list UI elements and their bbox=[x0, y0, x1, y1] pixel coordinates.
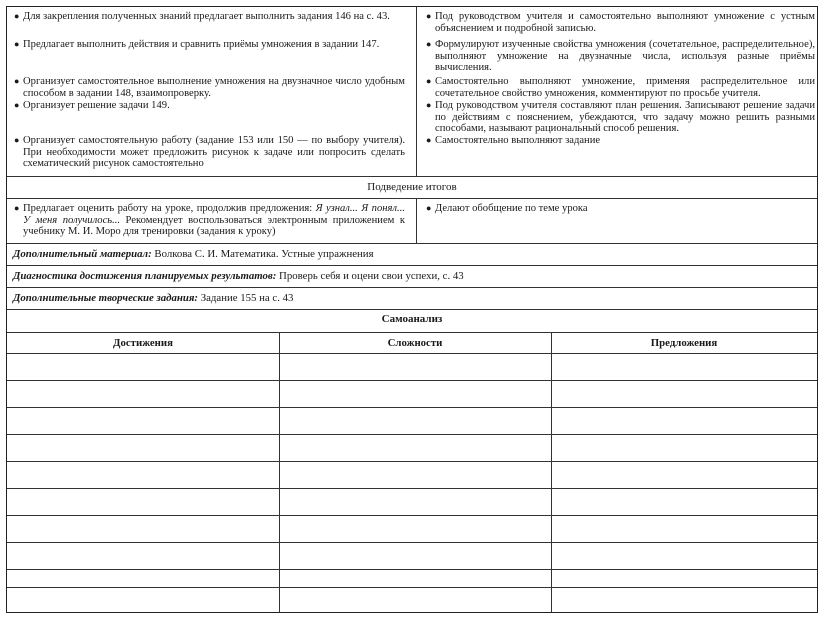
summary-row bbox=[7, 199, 817, 244]
table-row bbox=[7, 569, 817, 570]
table-row bbox=[7, 542, 817, 543]
table-row bbox=[7, 434, 817, 435]
list-item: ● Формулируют изученные свойства умножения (сочетательное, распределительное), выполняют умножение на двузначные числа, используя разные приёмы вычисления. bbox=[426, 39, 815, 74]
divider bbox=[279, 332, 280, 612]
list-item: ● Под руководством учителя составляют план решения. Записывают решение задачи по действиям с пояснением, убеждаются, что задачу можно решить разными способами, называют рациональный способ решения. bbox=[426, 100, 815, 135]
extra-material: Дополнительный материал: Волкова С. И. Математика. Устные упражнения bbox=[13, 248, 374, 260]
table-row bbox=[7, 488, 817, 489]
list-item: ● Под руководством учителя и самостоятельно выполняют умножение с устным объяснением и подробной записью. bbox=[426, 11, 815, 34]
divider bbox=[7, 332, 817, 333]
table-row bbox=[7, 587, 817, 588]
table-row bbox=[7, 353, 817, 354]
column-header-suggestions: Предложения bbox=[650, 337, 718, 349]
lesson-plan-table bbox=[6, 6, 818, 613]
student-summary-cell bbox=[417, 199, 817, 243]
teacher-summary-cell bbox=[7, 199, 417, 243]
section-title-row bbox=[7, 177, 817, 199]
list-item: ● Организует самостоятельное выполнение умножения на двузначное число удобным способом в задании 148, взаимопроверку. bbox=[14, 76, 405, 99]
divider bbox=[551, 332, 552, 612]
column-header-difficulties: Сложности bbox=[387, 337, 443, 349]
table-row bbox=[7, 407, 817, 408]
activities-row bbox=[7, 7, 817, 177]
diagnostics: Диагностика достижения планируемых результатов: Проверь себя и оцени свои успехи, с. 43 bbox=[13, 270, 464, 282]
creative-tasks: Дополнительные творческие задания: Задание 155 на с. 43 bbox=[13, 292, 294, 304]
extra-material-row bbox=[7, 244, 817, 266]
teacher-activity-cell bbox=[7, 7, 417, 176]
section-title: Подведение итогов bbox=[367, 181, 457, 193]
list-item: ● Самостоятельно выполняют задание bbox=[426, 135, 601, 146]
student-activity-cell bbox=[417, 7, 817, 176]
list-item: ● Предлагает оценить работу на уроке, продолжив предложения: Я узнал... Я понял... У меня получилось... Рекомендует воспользоваться электронным приложением к учебнику М. И. Моро для тренировки (задания к уроку) bbox=[14, 203, 405, 238]
list-item: ● Организует решение задачи 149. bbox=[14, 100, 170, 111]
column-header-achievements: Достижения bbox=[113, 337, 173, 349]
list-item: ● Для закрепления полученных знаний предлагает выполнить задания 146 на с. 43. bbox=[14, 11, 390, 22]
table-row bbox=[7, 515, 817, 516]
list-item: ● Предлагает выполнить действия и сравнить приёмы умножения в задании 147. bbox=[14, 39, 380, 50]
list-item: ● Самостоятельно выполняют умножение, применяя распределительное или сочетательное свойство умножения, комментируют по просьбе учителя. bbox=[426, 76, 815, 99]
table-row bbox=[7, 461, 817, 462]
diagnostics-row bbox=[7, 266, 817, 288]
table-row bbox=[7, 380, 817, 381]
list-item: ● Организует самостоятельную работу (задание 153 или 150 — по выбору учителя). При необходимости может предложить рисунок к задаче или попросить сделать схематический рисунок самостоятельно bbox=[14, 135, 405, 170]
selfanalysis-title: Самоанализ bbox=[381, 313, 443, 325]
creative-tasks-row bbox=[7, 288, 817, 310]
list-item: ● Делают обобщение по теме урока bbox=[426, 203, 588, 214]
